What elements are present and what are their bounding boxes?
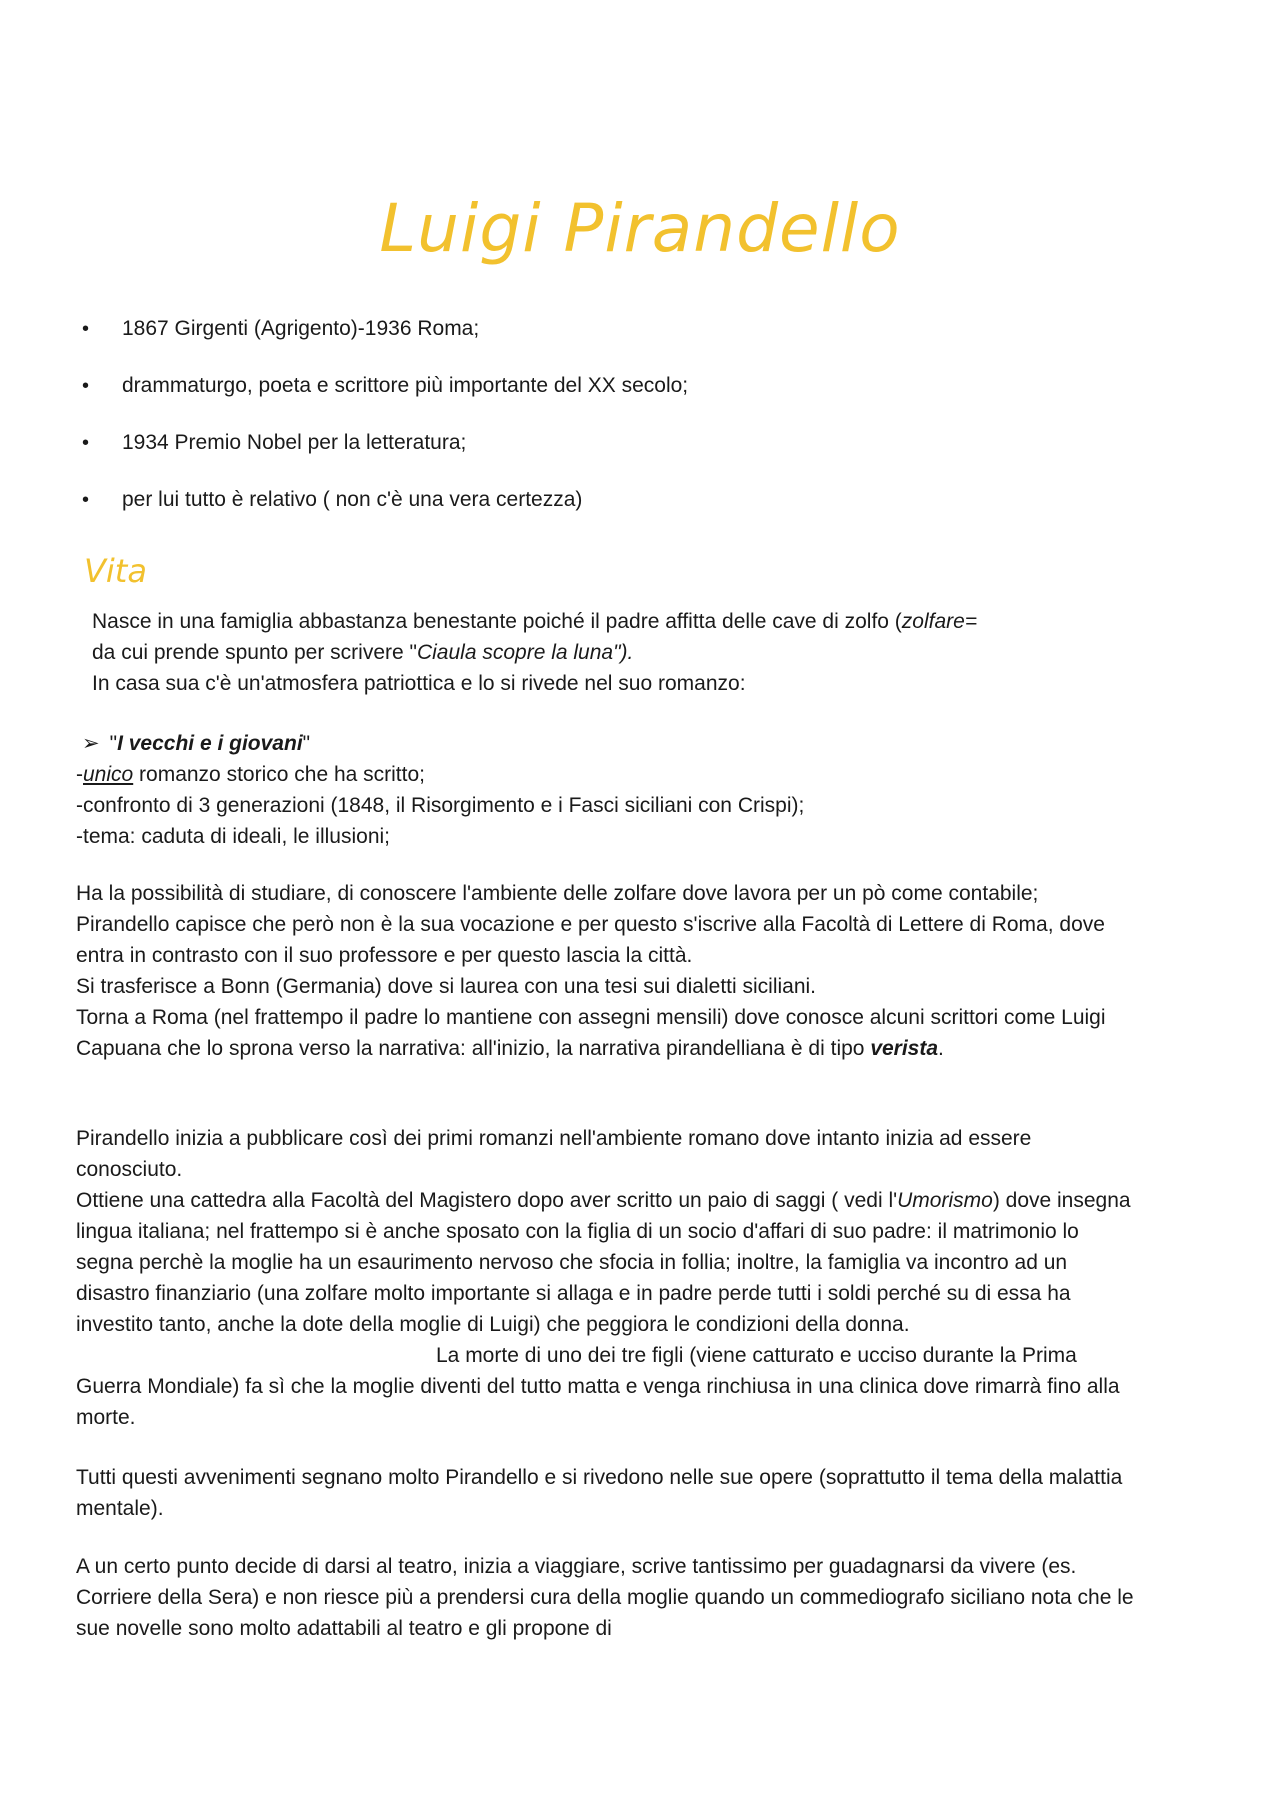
- list-item: • 1934 Premio Nobel per la letteratura;: [80, 430, 688, 487]
- novel-text: romanzo storico che ha scritto;: [133, 763, 425, 786]
- list-item: • per lui tutto è relativo ( non c'è una vera certezza): [80, 487, 688, 544]
- novel-text: -tema: caduta di ideali, le illusioni;: [76, 825, 390, 848]
- paragraph-text: La morte di uno dei tre figli (viene catturato e ucciso durante la Prima Guerra Mondiale) fa sì che la moglie diventi del tutto matta e venga rinchiusa in una clinica dove rimarrà fino alla morte.: [76, 1344, 1120, 1429]
- paragraph: [76, 1123, 1136, 1433]
- novel-underlined: unico: [83, 763, 134, 786]
- paragraph-text: Pirandello inizia a pubblicare così dei primi romanzi nell'ambiente romano dove intanto inizia ad essere conosciuto.: [76, 1127, 1032, 1181]
- section-heading-vita: Vita: [84, 552, 147, 590]
- novel-title: I vecchi e i giovani: [117, 732, 303, 755]
- novel-text: -confronto di 3 generazioni (1848, il Risorgimento e i Fasci siciliani con Crispi);: [76, 794, 805, 817]
- paragraph-text: Torna a Roma (nel frattempo il padre lo mantiene con assegni mensili) dove conosce alcuni scrittori come Luigi Capuana che lo sprona verso la narrativa: all'inizio, la narrativa pirandelliana è di tipo: [76, 1006, 1106, 1060]
- summary-list: [80, 316, 688, 544]
- list-item: • 1867 Girgenti (Agrigento)-1936 Roma;: [80, 316, 688, 373]
- intro-text: da cui prende spunto per scrivere ": [92, 641, 417, 664]
- intro-text: ").: [613, 641, 634, 664]
- quote-mark: ": [302, 732, 311, 755]
- paragraph: Tutti questi avvenimenti segnano molto Pirandello e si rivedono nelle sue opere (soprattutto il tema della malattia mentale).: [76, 1466, 1123, 1520]
- intro-paragraph: [92, 606, 1132, 699]
- paragraph-text: .: [938, 1037, 944, 1060]
- intro-text: In casa sua c'è un'atmosfera patriottica e lo si rivede nel suo romanzo:: [92, 672, 746, 695]
- page-title: Luigi Pirandello: [379, 190, 901, 267]
- list-item: • drammaturgo, poeta e scrittore più importante del XX secolo;: [80, 373, 688, 430]
- arrow-bullet-icon: ➢: [82, 732, 100, 755]
- quote-mark: ": [109, 732, 118, 755]
- intro-work-title: Ciaula scopre la luna: [416, 641, 614, 664]
- novel-text: -: [76, 763, 83, 786]
- paragraph: [76, 878, 1136, 1064]
- paragraph: A un certo punto decide di darsi al teatro, inizia a viaggiare, scrive tantissimo per guadagnarsi da vivere (es. Corriere della Sera) e non riesce più a prendersi cura della moglie quando un commediografo siciliano nota che le sue novelle sono molto adattabili al teatro e gli propone di: [76, 1555, 1134, 1640]
- paragraph-text: Si trasferisce a Bonn (Germania) dove si laurea con una tesi sui dialetti siciliani.: [76, 975, 817, 998]
- intro-text: Nasce in una famiglia abbastanza benestante poiché il padre affitta delle cave di zolfo (: [92, 610, 902, 633]
- paragraph-text: ) dove insegna lingua italiana; nel frattempo si è anche sposato con la figlia di un socio d'affari di suo padre: il matrimonio lo segna perchè la moglie ha un esaurimento nervoso che sfocia in follia; inoltre, la famiglia va incontro ad un disastro finanziario (una zolfare molto importante si allaga e in padre perde tutti i soldi perché su di essa ha investito tanto, anche la dote della moglie di Luigi) che peggiora le condizioni della donna.: [76, 1189, 1131, 1336]
- paragraph-emphasis: verista: [870, 1037, 939, 1060]
- intro-emphasis: zolfare=: [901, 610, 978, 633]
- paragraph-work-title: Umorismo: [897, 1189, 993, 1212]
- paragraph-text: Ottiene una cattedra alla Facoltà del Magistero dopo aver scritto un paio di saggi ( vedi l': [76, 1189, 898, 1212]
- paragraph-text: Ha la possibilità di studiare, di conoscere l'ambiente delle zolfare dove lavora per un pò come contabile; Pirandello capisce che però non è la sua vocazione e per questo s'iscrive alla Facoltà di Lettere di Roma, dove entra in contrasto con il suo professore e per questo lascia la città.: [76, 882, 1105, 967]
- novel-block: [76, 728, 1136, 852]
